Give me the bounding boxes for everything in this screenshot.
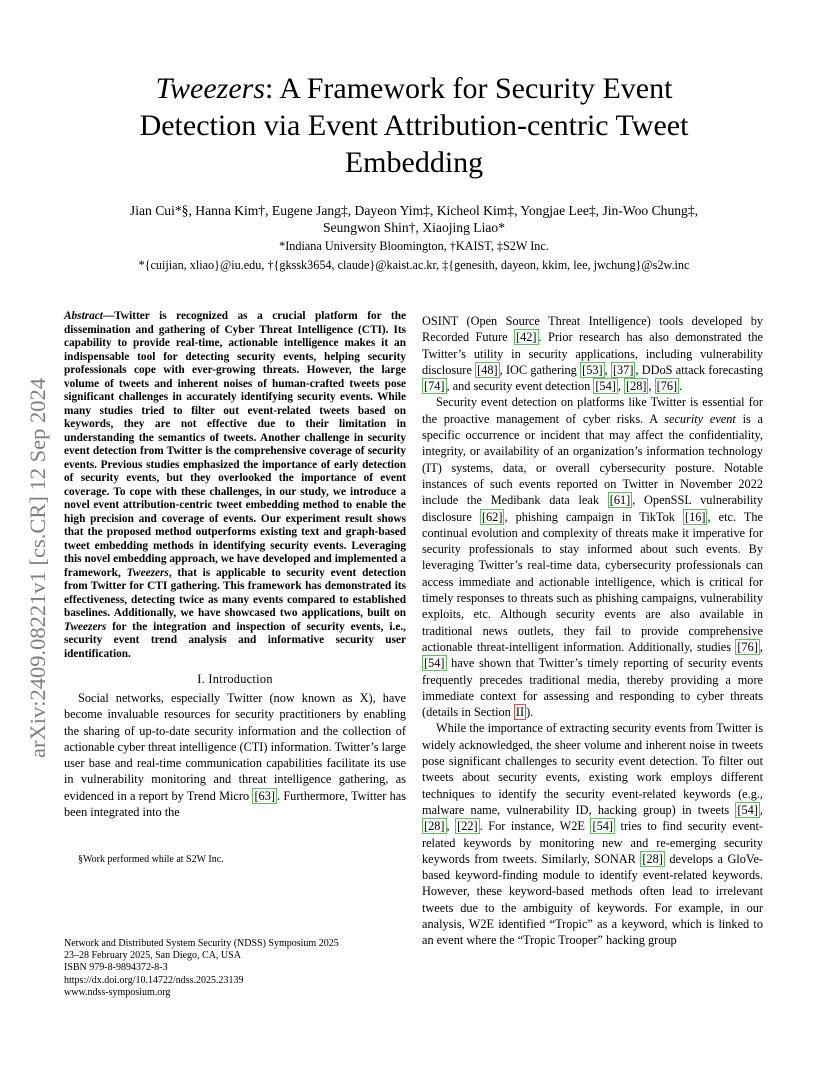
- right-column: [422, 313, 763, 949]
- citation-link[interactable]: [54]: [424, 656, 445, 671]
- term-emphasis: security event: [664, 411, 736, 426]
- text-run: ,: [617, 379, 624, 394]
- title-italic-word: Tweezers: [155, 72, 266, 105]
- text-run: ,: [648, 379, 655, 394]
- conference-line: ISBN 979-8-9894372-8-3: [64, 962, 168, 974]
- text-run: ,: [604, 362, 611, 377]
- text-run: , OpenSSL vulnerability disclosure: [422, 493, 763, 524]
- body-paragraph: [422, 394, 763, 720]
- title-line2: Detection via Event Attribution-centric Tweet: [139, 109, 689, 142]
- intro-text-b: . Furthermore, Twitter has been integrated into the: [64, 788, 406, 820]
- section-heading-introduction: I. Introduction: [197, 672, 273, 686]
- abstract-heading: Abstract: [64, 310, 103, 322]
- text-run: OSINT (Open Source Threat Intelligence) tools developed by Recorded Future: [422, 314, 763, 345]
- text-run: . For instance, W2E: [479, 819, 591, 834]
- citation-link[interactable]: [42]: [516, 330, 537, 345]
- citation-link[interactable]: [37]: [612, 362, 634, 377]
- arxiv-identifier-stamp: arXiv:2409.08221v1 [cs.CR] 12 Sep 2024: [25, 378, 50, 758]
- citation-link[interactable]: [54]: [595, 379, 616, 394]
- citation-link[interactable]: [74]: [424, 379, 445, 394]
- text-run: ).: [526, 705, 534, 720]
- text-run: , DDoS attack forecasting: [635, 362, 764, 377]
- citation-link[interactable]: [61]: [609, 493, 631, 508]
- citation-link[interactable]: [28]: [625, 379, 647, 394]
- text-run: develops a GloVe-based keyword-finding module to identify event-related keywords. However, these keyword-based methods often lead to irrelevant tweets due to the ambiguity of keywords. For example, in our analysis, W2E identified “Tropic” as a keyword, which is linked to an event where the “Tropic Trooper” hacking group: [422, 851, 763, 948]
- text-run: ,: [759, 802, 763, 817]
- abstract-text-2: , that is applicable to security event detection from Twitter for CTI gathering. This framework has demonstrated its effectiveness, detecting twice as many events compared to established baselines. Additionally, we have showcased two applications, built on: [64, 566, 406, 619]
- intro-paragraph: [64, 690, 406, 820]
- text-run: Security event detection on platforms like Twitter is essential for the proactive management of cyber risks. A: [422, 395, 763, 426]
- author-emails: *{cuijian, xliao}@iu.edu, †{gkssk3654, claude}@kaist.ac.kr, ‡{genesith, dayeon, kkim, lee, jwchung}@s2w.inc: [138, 258, 690, 272]
- citation-link[interactable]: [76]: [656, 379, 678, 394]
- citation-link[interactable]: [54]: [737, 802, 758, 817]
- text-run: While the importance of extracting security events from Twitter is widely acknowledged, the sheer volume and inherent noise in tweets pose significant challenges to security event detection. To filter out tweets about security events, existing work employs different techniques to identify the security event-related keywords (e.g., malware name, vulnerability ID, hacking group) in tweets: [422, 721, 763, 817]
- conference-line: 23–28 February 2025, San Diego, CA, USA: [64, 950, 241, 962]
- text-run: have shown that Twitter’s timely reporting of security events frequently precedes traditional media, thereby providing a more immediate context for assessing and responding to cyber threats (details in Section: [422, 656, 763, 720]
- abstract: [64, 310, 406, 661]
- text-run: ,: [446, 819, 456, 834]
- authors-line2: Seungwon Shin†, Xiaojing Liao*: [323, 220, 505, 235]
- citation-link[interactable]: [76]: [737, 639, 758, 654]
- footnote: §Work performed while at S2W Inc.: [78, 854, 224, 865]
- text-run: , phishing campaign in TikTok: [504, 509, 683, 524]
- citation-link[interactable]: [54]: [592, 819, 613, 834]
- conference-doi: https://dx.doi.org/10.14722/ndss.2025.23139: [64, 974, 244, 986]
- text-run: .: [679, 379, 683, 394]
- left-column: [64, 310, 406, 820]
- title-line3: Embedding: [344, 146, 484, 179]
- citation-link[interactable]: [28]: [642, 851, 663, 866]
- conference-website: www.ndss-symposium.org: [64, 986, 171, 998]
- authors-line1: Jian Cui*§, Hanna Kim†, Eugene Jang‡, Dayeon Yim‡, Kicheol Kim‡, Yongjae Lee‡, Jin-Woo Chung‡,: [129, 203, 699, 218]
- intro-text-a: Social networks, especially Twitter (now known as X), have become invaluable resources for security practitioners by enabling the sharing of up-to-date security information and the collection of actionable cyber threat intelligence (CTI) information. Twitter’s large user base and real-time communication capabilities facilitate its use in vulnerability monitoring and threat intelligence gathering, as evidenced in a report by Trend Micro: [64, 691, 406, 803]
- title-line1-rest: : A Framework for Security Event: [265, 72, 673, 105]
- citation-link[interactable]: [53]: [582, 362, 603, 377]
- citation-link[interactable]: [62]: [481, 509, 503, 524]
- conference-info: [64, 938, 406, 999]
- body-paragraph: [422, 313, 763, 394]
- affiliations: *Indiana University Bloomington, †KAIST, ‡S2W Inc.: [279, 239, 549, 253]
- citation-link[interactable]: [63]: [254, 788, 275, 803]
- paper-title: [80, 70, 748, 181]
- citation-link[interactable]: [28]: [424, 819, 445, 834]
- abstract-framework-name-1: Tweezers: [126, 566, 169, 579]
- text-run: is a specific occurrence or incident that may affect the confidentiality, integrity, or availability of an organization’s information technology (IT) systems, data, or overall cybersecurity posture. Notable instances of such events reported on Twitter in November 2022 include the Medibank data leak: [422, 411, 763, 508]
- conference-line: Network and Distributed System Security (NDSS) Symposium 2025: [64, 938, 339, 949]
- text-run: tries to find security event-related keywords by monitoring new and re-emerging security keywords from tweets. Similarly, SONAR: [422, 819, 763, 866]
- text-run: , IOC gathering: [499, 362, 581, 377]
- abstract-text-3: for the integration and inspection of security events, i.e., security event trend analysis and informative security user identification.: [64, 620, 406, 660]
- text-run: , and security event detection: [446, 379, 594, 394]
- abstract-text-1: —Twitter is recognized as a crucial platform for the dissemination and gathering of Cyber Threat Intelligence (CTI). Its capability to provide real-time, actionable intelligence makes it an indispensable tool for detecting security events, helping security professionals cope with ever-growing threats. However, the large volume of tweets and inherent noises of human-crafted tweets pose significant challenges in accurately identifying security events. While many studies tried to filter out event-related tweets based on keywords, they are not effective due to their limitation in understanding the semantics of tweets. Another challenge in security event detection from Twitter is the comprehensive coverage of security events. Previous studies emphasized the importance of early detection of security events, but they overlooked the importance of event coverage. To cope with these challenges, in our study, we introduce a novel event attribution-centric tweet embedding method to enable the high precision and coverage of events. Our experiment result shows that the proposed method outperforms existing text and graph-based tweet embedding methods in identifying security events. Leveraging this novel embedding approach, we have developed and implemented a framework,: [64, 310, 406, 579]
- citation-link[interactable]: [48]: [477, 362, 498, 377]
- citation-link[interactable]: [22]: [457, 819, 478, 834]
- text-run: . Prior research has also demonstrated the Twitter’s utility in security applications, including vulnerability disclosure: [422, 330, 763, 377]
- section-reference-link[interactable]: II: [515, 705, 525, 720]
- text-run: , etc. The continual evolution and complexity of threats make it imperative for security professionals to stay informed about such events. By leveraging Twitter’s real-time data, cybersecurity professionals can access immediate and actionable intelligence, which is critical for timely responses to threats such as phishing campaigns, vulnerability exploits, etc. Although security events are also available in traditional news outlets, they fail to provide comprehensive actionable threat-intelligent information. Additionally, studies: [422, 509, 764, 654]
- citation-link[interactable]: [16]: [684, 509, 706, 524]
- text-run: ,: [759, 639, 763, 654]
- author-list: [70, 202, 758, 236]
- abstract-framework-name-2: Tweezers: [64, 620, 107, 633]
- body-paragraph: [422, 720, 763, 948]
